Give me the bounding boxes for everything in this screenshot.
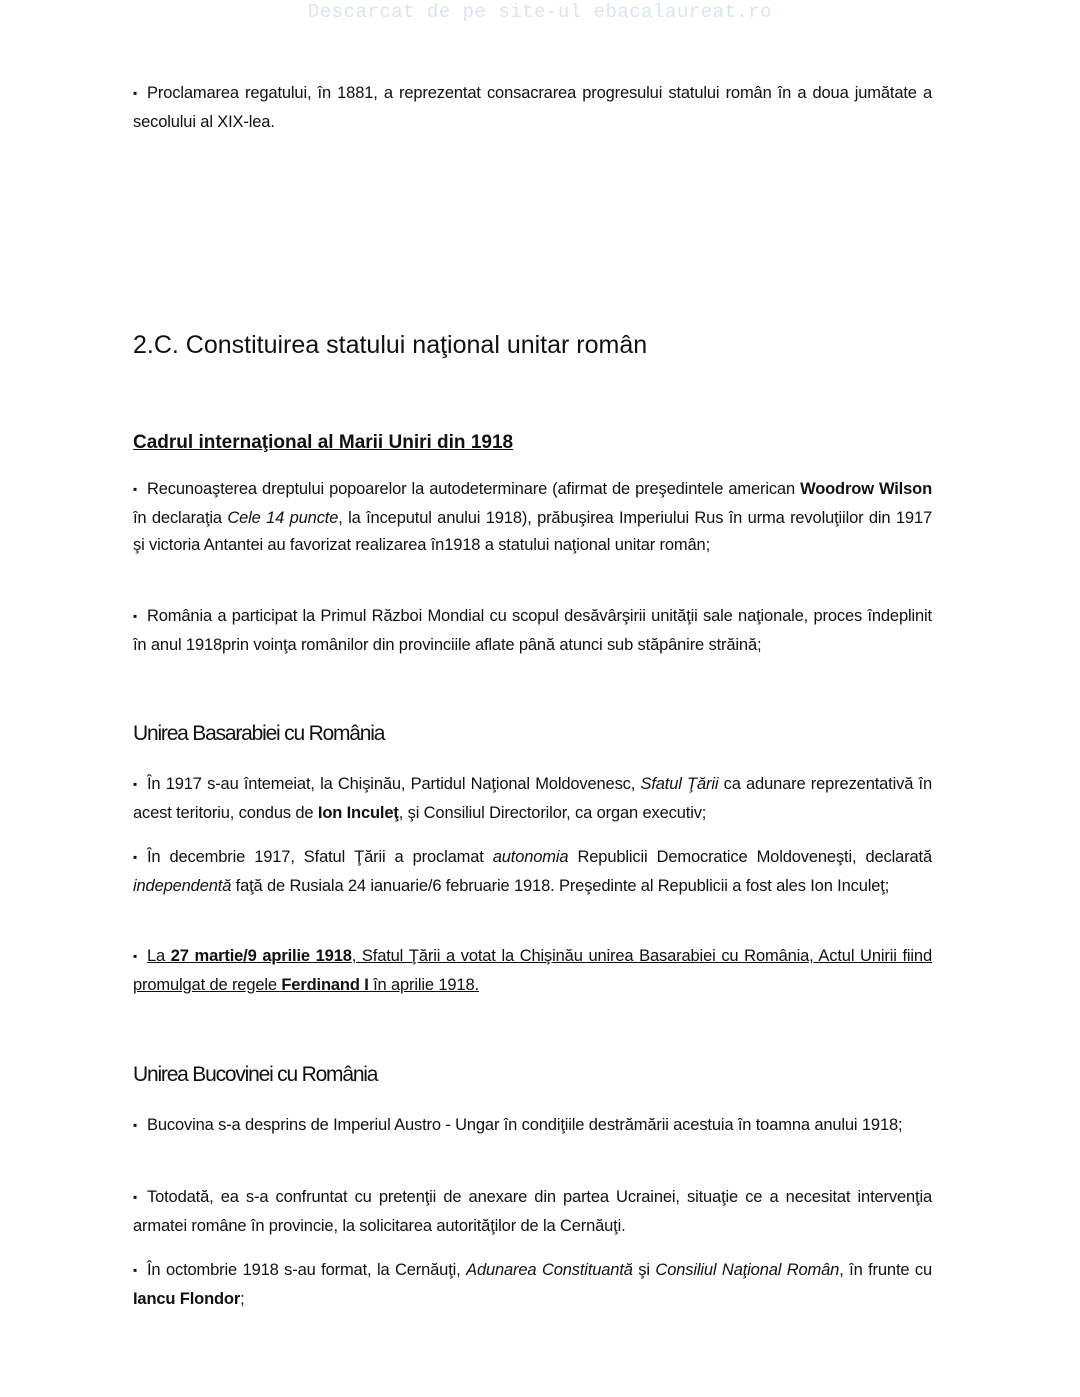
list-item-paragraph (133, 603, 932, 659)
bullet-icon: ▪ (133, 1190, 138, 1204)
text: faţă de Rusiala 24 ianuarie/6 februarie 1918. Preşedinte al Republicii a fost ales Ion Inculeţ; (231, 876, 890, 895)
text: , la începutul anului 1918), prăbuşirea Imperiului Rus în urma revoluţiilor din 1917 şi victoria Antantei au favorizat realizarea în1918 a statului naţional unitar român; (133, 508, 933, 554)
bullet-icon: ▪ (133, 777, 138, 791)
italic-text: independentă (133, 876, 232, 895)
subsection-bucovina (133, 1063, 932, 1087)
text: Bucovina s-a desprins de Imperiul Austro - Ungar în condiţiile destrămării acestuia în toamna anului 1918; (147, 1116, 903, 1134)
bullet-icon: ▪ (133, 1263, 138, 1277)
bullet-icon: ▪ (133, 1118, 138, 1132)
intro-paragraph-block (133, 80, 932, 136)
text: ca adunare reprezentativă în acest teritoriu, condus de (133, 775, 932, 822)
intro-paragraph (133, 80, 932, 136)
text: ; (240, 1289, 245, 1308)
text: Republicii Democratice Moldoveneşti, declarată (568, 848, 932, 866)
text: în declaraţia (133, 508, 228, 527)
list-item-paragraph (133, 476, 932, 560)
text: Totodată, ea s-a confruntat cu pretenţii de anexare din partea Ucrainei, situaţie ce a necesitat intervenţia armatei române în provincie, la solicitarea autorităţilor de la Cernăuţi. (133, 1188, 932, 1235)
text: , şi Consiliul Directorilor, ca organ executiv; (398, 803, 707, 822)
text: , în frunte cu (839, 1261, 933, 1279)
international-paragraph-1-block (133, 476, 932, 560)
text: Recunoaşterea dreptului popoarelor la autodeterminare (afirmat de preşedintele american (147, 480, 801, 498)
bold-text: Ion Inculeţ (317, 803, 399, 822)
text: La (147, 947, 171, 965)
basarabia-paragraph-2-block (133, 844, 932, 900)
basarabia-paragraph-3-block (133, 943, 932, 999)
bucovina-paragraph-1-block (133, 1112, 932, 1141)
subsection-basarabia (133, 722, 932, 746)
bullet-icon: ▪ (133, 609, 138, 623)
text: , Sfatul Ţării a votat la Chişinău unirea Basarabiei cu România, Actul Unirii fiind promulgat de regele (133, 947, 932, 994)
bullet-icon: ▪ (133, 949, 138, 963)
text: şi (632, 1261, 656, 1279)
italic-text: Adunarea Constituantă (466, 1261, 633, 1279)
list-item-paragraph (133, 1184, 932, 1240)
bullet-icon: ▪ (133, 86, 138, 100)
bold-text: Ferdinand I (281, 975, 369, 994)
text: Proclamarea regatului, în 1881, a reprezentat consacrarea progresului statului român în a doua jumătate a secolului al XIX-lea. (133, 84, 932, 131)
bold-text: Iancu Flondor (133, 1289, 241, 1308)
subsection-international (133, 432, 932, 454)
list-item-paragraph (133, 844, 932, 900)
bullet-icon: ▪ (133, 850, 138, 864)
italic-text: autonomia (492, 848, 569, 866)
subsection-title-international: Cadrul internaţional al Marii Uniri din 1918 (133, 432, 514, 453)
list-item-paragraph-underlined (133, 943, 932, 999)
bucovina-paragraph-2-block (133, 1184, 932, 1240)
text: România a participat la Primul Război Mondial cu scopul desăvârşirii unităţii sale naţionale, proces îndeplinit în anul 1918prin voinţa românilor din provinciile aflate până atunci sub stăpânire străină; (133, 607, 932, 654)
text: În 1917 s-au întemeiat, la Chişinău, Partidul Naţional Moldovenesc, (147, 775, 641, 793)
bullet-icon: ▪ (133, 482, 138, 496)
bold-text: Woodrow Wilson (800, 480, 932, 498)
italic-text: Cele 14 puncte (227, 508, 339, 527)
international-paragraph-2-block (133, 603, 932, 659)
list-item-paragraph (133, 771, 932, 827)
subsection-title-bucovina: Unirea Bucovinei cu România (133, 1063, 378, 1086)
watermark: Descarcat de pe site-ul ebacalaureat.ro (307, 1, 773, 23)
bucovina-paragraph-3-block (133, 1257, 932, 1313)
italic-text: Consiliul Naţional Român (655, 1261, 840, 1279)
basarabia-paragraph-1-block (133, 771, 932, 827)
section-title: 2.C. Constituirea statului naţional unitar român (133, 331, 648, 359)
list-item-paragraph (133, 1112, 932, 1141)
subsection-title-basarabia: Unirea Basarabiei cu România (133, 722, 385, 745)
list-item-paragraph (133, 1257, 932, 1313)
bold-text: 27 martie/9 aprilie 1918 (170, 947, 352, 965)
text: În octombrie 1918 s-au format, la Cernăuţi, (147, 1261, 467, 1279)
section-title-block (133, 331, 932, 360)
text: în aprilie 1918. (368, 975, 479, 994)
text: În decembrie 1917, Sfatul Ţării a proclamat (147, 848, 493, 866)
italic-text: Sfatul Ţării (640, 775, 719, 793)
